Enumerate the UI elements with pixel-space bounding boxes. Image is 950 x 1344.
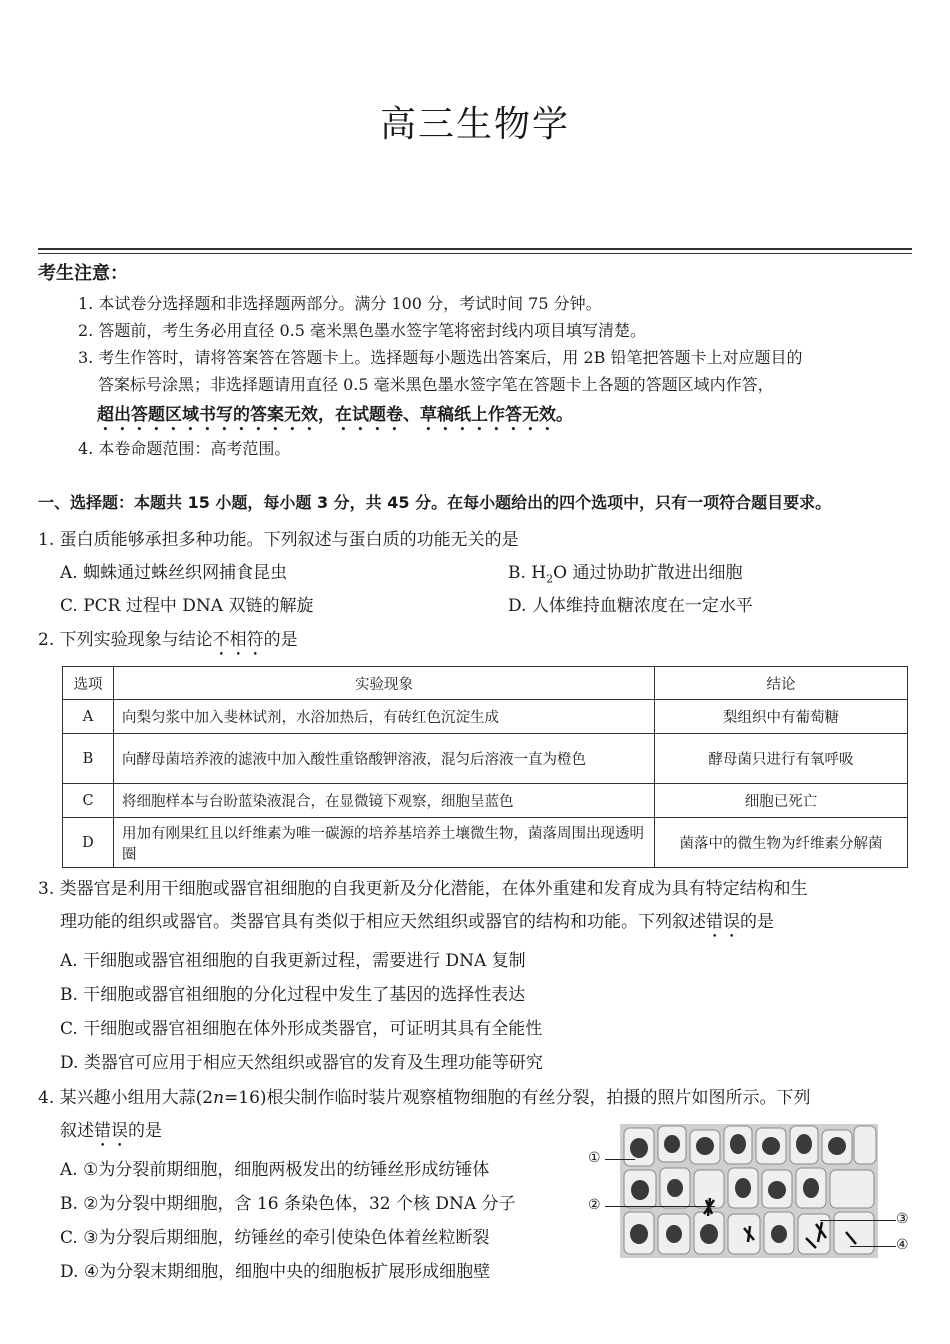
- q1-option-a: A. 蜘蛛通过蛛丝织网捕食昆虫: [60, 563, 288, 583]
- notice-item-3-cont: 答案标号涂黑；非选择题请用直径 0.5 毫米黑色墨水签字笔在答题卡上各题的答题区域内作答，: [98, 375, 774, 394]
- table-row: [63, 700, 908, 734]
- figure-label-3: ③: [896, 1211, 909, 1227]
- notice-item-3-warning: 超出答题区域书写的答案无效，在试题卷、草稿纸上作答无效。: [97, 405, 573, 425]
- header-rule: [38, 248, 912, 250]
- row-option: C: [63, 784, 114, 818]
- row-option: A: [63, 700, 114, 734]
- header-conclusion: 结论: [655, 667, 908, 700]
- table-row: [63, 784, 908, 818]
- leader-line-2: [605, 1206, 715, 1207]
- page-title: 高三生物学: [379, 104, 570, 145]
- q4-stem-line1: 4. 某兴趣小组用大蒜(2n=16)根尖制作临时装片观察植物细胞的有丝分裂，拍摄的照片如图所示。下列: [38, 1088, 811, 1108]
- notice-item-4: 4. 本卷命题范围：高考范围。: [78, 439, 291, 458]
- section-heading: 一、选择题：本题共 15 小题，每小题 3 分，共 45 分。在每小题给出的四个选项中，只有一项符合题目要求。: [38, 493, 832, 512]
- header-rule-thin: [38, 253, 912, 254]
- q2-table: [62, 666, 908, 868]
- q1-option-b: B. $H_2O$ 通过协助扩散进出细胞: [508, 563, 743, 586]
- q4-option-c: C. ③为分裂后期细胞，纺锤丝的牵引使染色体着丝粒断裂: [60, 1228, 490, 1248]
- q4-option-d: D. ④为分裂末期细胞，细胞中央的细胞板扩展形成细胞壁: [60, 1262, 491, 1282]
- notice-item-3: 3. 考生作答时，请将答案答在答题卡上。选择题每小题选出答案后，用 2B 铅笔把答题卡上对应题目的: [78, 348, 803, 367]
- row-conclusion: 细胞已死亡: [655, 784, 908, 818]
- row-phenomenon: 向梨匀浆中加入斐林试剂，水浴加热后，有砖红色沉淀生成: [114, 700, 655, 734]
- micrograph-image: [620, 1124, 878, 1258]
- row-phenomenon: 用加有刚果红且以纤维素为唯一碳源的培养基培养土壤微生物，菌落周围出现透明圈: [114, 818, 655, 868]
- leader-line-3: [820, 1220, 896, 1221]
- figure-label-1: ①: [588, 1150, 601, 1166]
- header-option: 选项: [63, 667, 114, 700]
- leader-line-4: [850, 1246, 896, 1247]
- q3-option-c: C. 干细胞或器官祖细胞在体外形成类器官，可证明其具有全能性: [60, 1019, 543, 1039]
- row-phenomenon: 将细胞样本与台盼蓝染液混合，在显微镜下观察，细胞呈蓝色: [114, 784, 655, 818]
- row-conclusion: 酵母菌只进行有氧呼吸: [655, 734, 908, 784]
- row-option: D: [63, 818, 114, 868]
- row-phenomenon: 向酵母菌培养液的滤液中加入酸性重铬酸钾溶液，混匀后溶液一直为橙色: [114, 734, 655, 784]
- q4-option-b: B. ②为分裂中期细胞，含 16 条染色体，32 个核 DNA 分子: [60, 1194, 516, 1214]
- figure-label-4: ④: [896, 1237, 909, 1253]
- q1-option-c: C. PCR 过程中 DNA 双链的解旋: [60, 596, 314, 616]
- q3-option-a: A. 干细胞或器官祖细胞的自我更新过程，需要进行 DNA 复制: [60, 951, 526, 971]
- q2-stem: 2. 下列实验现象与结论不相符的是: [38, 630, 298, 650]
- table-row: [63, 818, 908, 868]
- header-phenomenon: 实验现象: [114, 667, 655, 700]
- q3-stem-line1: 3. 类器官是利用干细胞或器官祖细胞的自我更新及分化潜能，在体外重建和发育成为具有特定结构和生: [38, 879, 808, 899]
- leader-line-1: [605, 1159, 635, 1160]
- notice-item-1: 1. 本试卷分选择题和非选择题两部分。满分 100 分，考试时间 75 分钟。: [78, 294, 602, 313]
- notice-item-2: 2. 答题前，考生务必用直径 0.5 毫米黑色墨水签字笔将密封线内项目填写清楚。: [78, 321, 646, 340]
- figure-label-2: ②: [588, 1197, 601, 1213]
- q4-option-a: A. ①为分裂前期细胞，细胞两极发出的纺锤丝形成纺锤体: [60, 1160, 490, 1180]
- q4-stem-line2: 叙述错误的是: [60, 1121, 162, 1141]
- q1-stem: 1. 蛋白质能够承担多种功能。下列叙述与蛋白质的功能无关的是: [38, 530, 519, 550]
- row-conclusion: 菌落中的微生物为纤维素分解菌: [655, 818, 908, 868]
- q3-stem-line2: 理功能的组织或器官。类器官具有类似于相应天然组织或器官的结构和功能。下列叙述错误的是: [60, 912, 774, 932]
- table-row: [63, 734, 908, 784]
- notice-heading: 考生注意：: [38, 263, 128, 284]
- q3-option-b: B. 干细胞或器官祖细胞的分化过程中发生了基因的选择性表达: [60, 985, 526, 1005]
- row-conclusion: 梨组织中有葡萄糖: [655, 700, 908, 734]
- q1-option-d: D. 人体维持血糖浓度在一定水平: [508, 596, 753, 616]
- cell-micrograph: [620, 1124, 878, 1258]
- q3-option-d: D. 类器官可应用于相应天然组织或器官的发育及生理功能等研究: [60, 1053, 543, 1073]
- table-header-row: [63, 667, 908, 700]
- row-option: B: [63, 734, 114, 784]
